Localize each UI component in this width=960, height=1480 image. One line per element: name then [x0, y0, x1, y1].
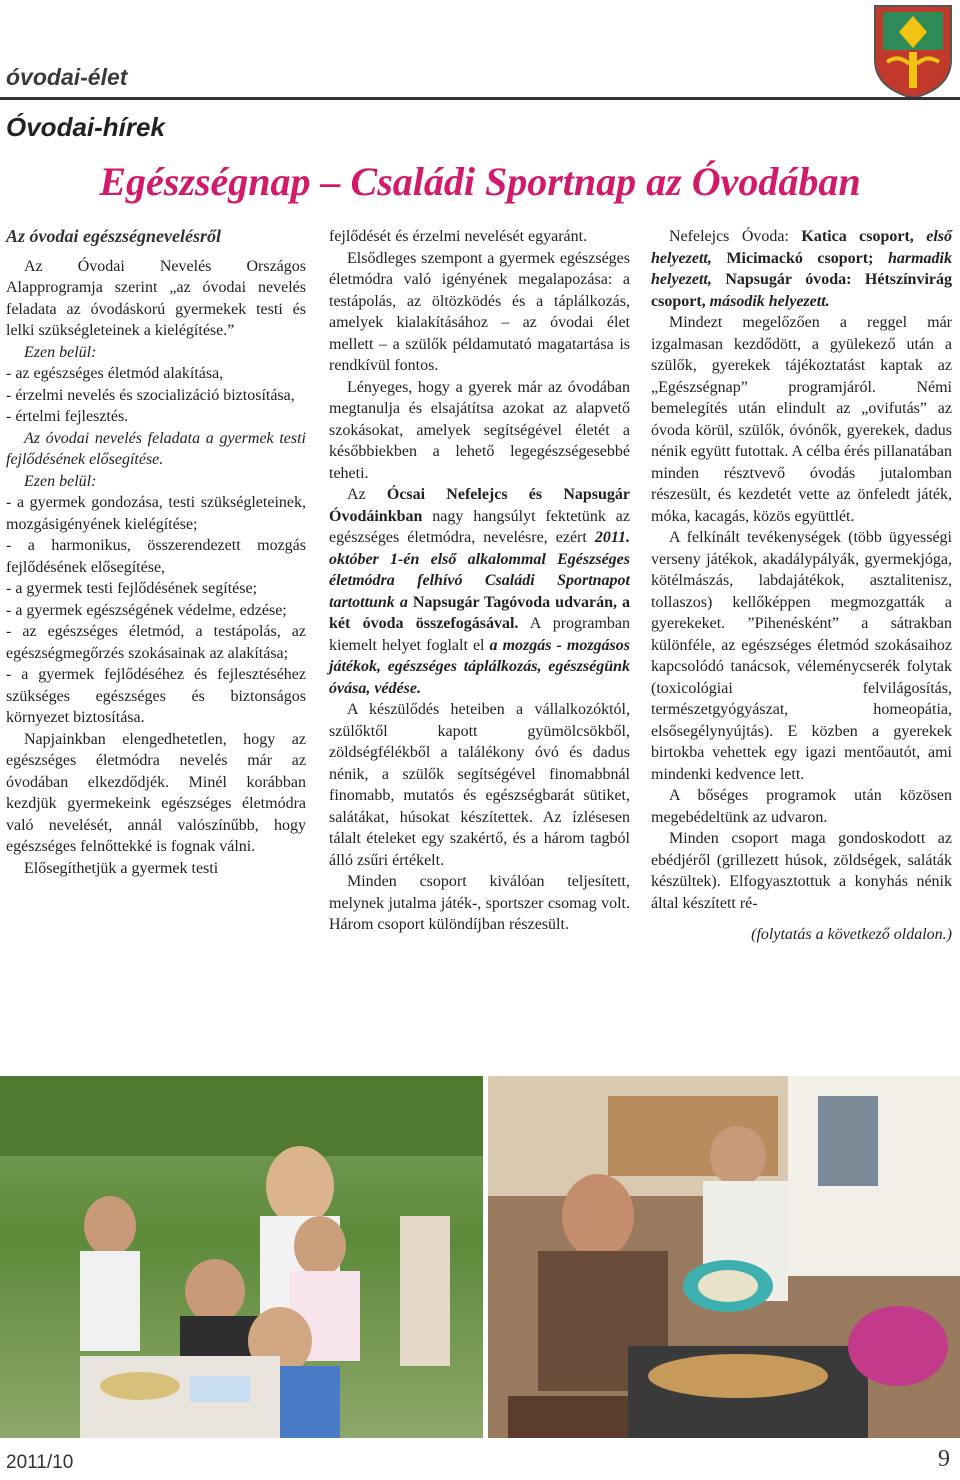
issue-number: 2011/10: [6, 1452, 74, 1473]
column-heading: Az óvodai egészségnevelésről: [6, 226, 221, 246]
text-run: második helyezett.: [709, 292, 830, 310]
paragraph: [651, 226, 952, 312]
text-run: A programban kiemelt helyet foglalt el: [329, 615, 630, 654]
paragraph: Elősegíthetjük a gyermek testi: [24, 859, 219, 877]
paragraph: Napjainkban elengedhetetlen, hogy az egészséges életmódra nevelés már az óvodában elkezdődjék. Minél korábban kezdjük gyermekeink egészséges életmódra való nevelését, annál valószínűbb, hogy egészséges felnőttekké is fognak válni.: [6, 730, 306, 855]
text-run: Az: [347, 486, 387, 503]
header-rule: [0, 97, 960, 100]
paragraph: Mindezt megelőzően a reggel már izgalmasan kezdődött, a gyülekező után a szülők, gyerekek tájékoztatást kaptak az „Egészségnap” programjáról. Némi bemelegítés után elindult az „ovifutás” az óvoda körül, szülők, óvónők, gyerekek, dadus nénik együtt futottak. A célba érés pillanatában minden résztvevő óvodás jutalomban részesült, és kezdetét vette az önfeledt játék, móka, kacagás, közös együttlét.: [651, 314, 952, 525]
list-item: - értelmi fejlesztés.: [6, 408, 129, 425]
paragraph: Az óvodai nevelés feladata a gyermek testi fejlődésének elősegítése.: [6, 429, 306, 468]
paragraph: fejlődését és érzelmi nevelését egyaránt.: [329, 228, 588, 245]
paragraph: A bőséges programok után közösen megebédeltünk az udvaron.: [651, 787, 952, 826]
paragraph: Ezen belül:: [24, 472, 97, 490]
paragraph: Ezen belül:: [24, 343, 97, 361]
text-run: Napsugár Tagóvoda udvarán, a két óvoda összefogásával.: [329, 593, 631, 632]
list-item: - a gyermek gondozása, testi szükségleteinek, mozgásigényének kielégítése;: [6, 494, 306, 533]
text-run: nagy hangsúlyt fektetünk az egészséges életmódra, nevelésre, ezért: [329, 507, 630, 546]
text-run: a mozgás - mozgásos játékok, egészséges táplálkozás, egészségünk óvása, védése.: [329, 636, 631, 697]
list-item: - a gyermek egészségének védelme, edzése;: [6, 601, 287, 619]
subsection-label: Óvodai-hírek: [6, 112, 165, 142]
paragraph: Elsődleges szempont a gyermek egészséges életmódra való igényének megalapozása: a testápolás, az öltözködés és a táplálkozás, amelyek kialakításához – az óvodai élet mellett – a szülők példamutató magatartása is rendkívül fontos.: [329, 249, 630, 374]
list-item: - érzelmi nevelés és szocializáció biztosítása,: [6, 386, 295, 404]
page-number: 9: [938, 1446, 950, 1472]
paragraph: Minden csoport maga gondoskodott az ebédjéről (grillezett húsok, zöldségek, saláták készültek). Elfogyasztottuk a konyhás nénik által készített ré-: [651, 830, 952, 912]
text-run: Micimackó csoport;: [711, 249, 888, 267]
list-item: - a gyermek testi fejlődésének segítése;: [6, 580, 258, 597]
photo-outdoor-food-table: [0, 1076, 483, 1438]
text-run: harmadik helyezett,: [651, 249, 952, 288]
text-run: Ócsai Nefelejcs és Napsugár Óvodáinkban: [329, 486, 631, 525]
text-run: 2011. október 1-én első alkalommal Egészséges életmódra felhívó Családi Sportnapot tartottunk a: [329, 529, 630, 611]
paragraph: Lényeges, hogy a gyerek már az óvodában megtanulja és elsajátítsa azokat az alapvető szokásokat, amelyek segítségével életét a későbbiekben a lehető legegészségesebbé teheti.: [329, 378, 630, 482]
section-label: óvodai-élet: [6, 64, 128, 90]
paragraph: A felkínált tevékenységek (több ügyességi verseny játékok, akadálypályák, gyermekjóga, kötélmászás, labdajátékok, asztalitenisz, tollaszos) kellőképpen megmozgatták a gyerekeket. ”Pihenésként” a sátrakban különféle, az egészséges életmód szokásaihoz kapcsolódó tanácsok, véleménycserék folytak (toxicológiai felvilágosítás, természetgyógyászat, homeopátia, elsősegélynyújtás). E közben a gyerekek birtokba vehettek egy igazi mentőautót, ami mindenki kedvence lett.: [651, 529, 952, 783]
list-item: - az egészséges életmód, a testápolás, az egészségmegőrzés szokásainak az alakítása;: [6, 623, 306, 662]
paragraph: Minden csoport kiválóan teljesített, melynek jutalma játék-, sportszer csomag volt. Három csoport különdíjban részesült.: [329, 873, 630, 933]
photo-grill-and-salad: [488, 1076, 960, 1438]
column-1: [6, 226, 306, 879]
column-3: [651, 226, 952, 946]
paragraph: Az Óvodai Nevelés Országos Alapprogramja szerint „az óvodai nevelés feladata az óvodáskorú gyermekek testi és lelki szükségleteinek a kielégítése.”: [6, 257, 306, 339]
text-run: első helyezett,: [651, 228, 952, 267]
column-2: [329, 226, 630, 936]
list-item: - az egészséges életmód alakítása,: [6, 365, 224, 382]
list-item: - a harmonikus, összerendezett mozgás fejlődésének elősegítése,: [6, 537, 306, 576]
text-run: Katica csoport,: [801, 228, 914, 245]
town-crest-image: [869, 2, 957, 100]
paragraph: [329, 484, 630, 699]
text-run: Nefelejcs Óvoda:: [669, 228, 802, 245]
text-run: Napsugár óvoda: Hétszínvirág csoport,: [651, 271, 952, 310]
paragraph: A készülődés heteiben a vállalkozóktól, szülőktől kapott gyümölcsökből, zöldségfélékből a találékony óvó és dadus nénik, a szülők segítségével finomabbnál finomabb, mutatós és egészségbarát sütiket, salátákat, húsokat készítettek. Az ízlésesen tálalt ételeket egy szakértő, és a három tagból álló zsűri értékelt.: [329, 701, 630, 869]
article-title: Egészségnap – Családi Sportnap az Óvodában: [99, 159, 861, 204]
list-item: - a gyermek fejlődéséhez és fejlesztéséhez szükséges egészséges és biztonságos környezet biztosítása.: [6, 666, 306, 726]
continuation-note: (folytatás a következő oldalon.): [751, 926, 952, 943]
